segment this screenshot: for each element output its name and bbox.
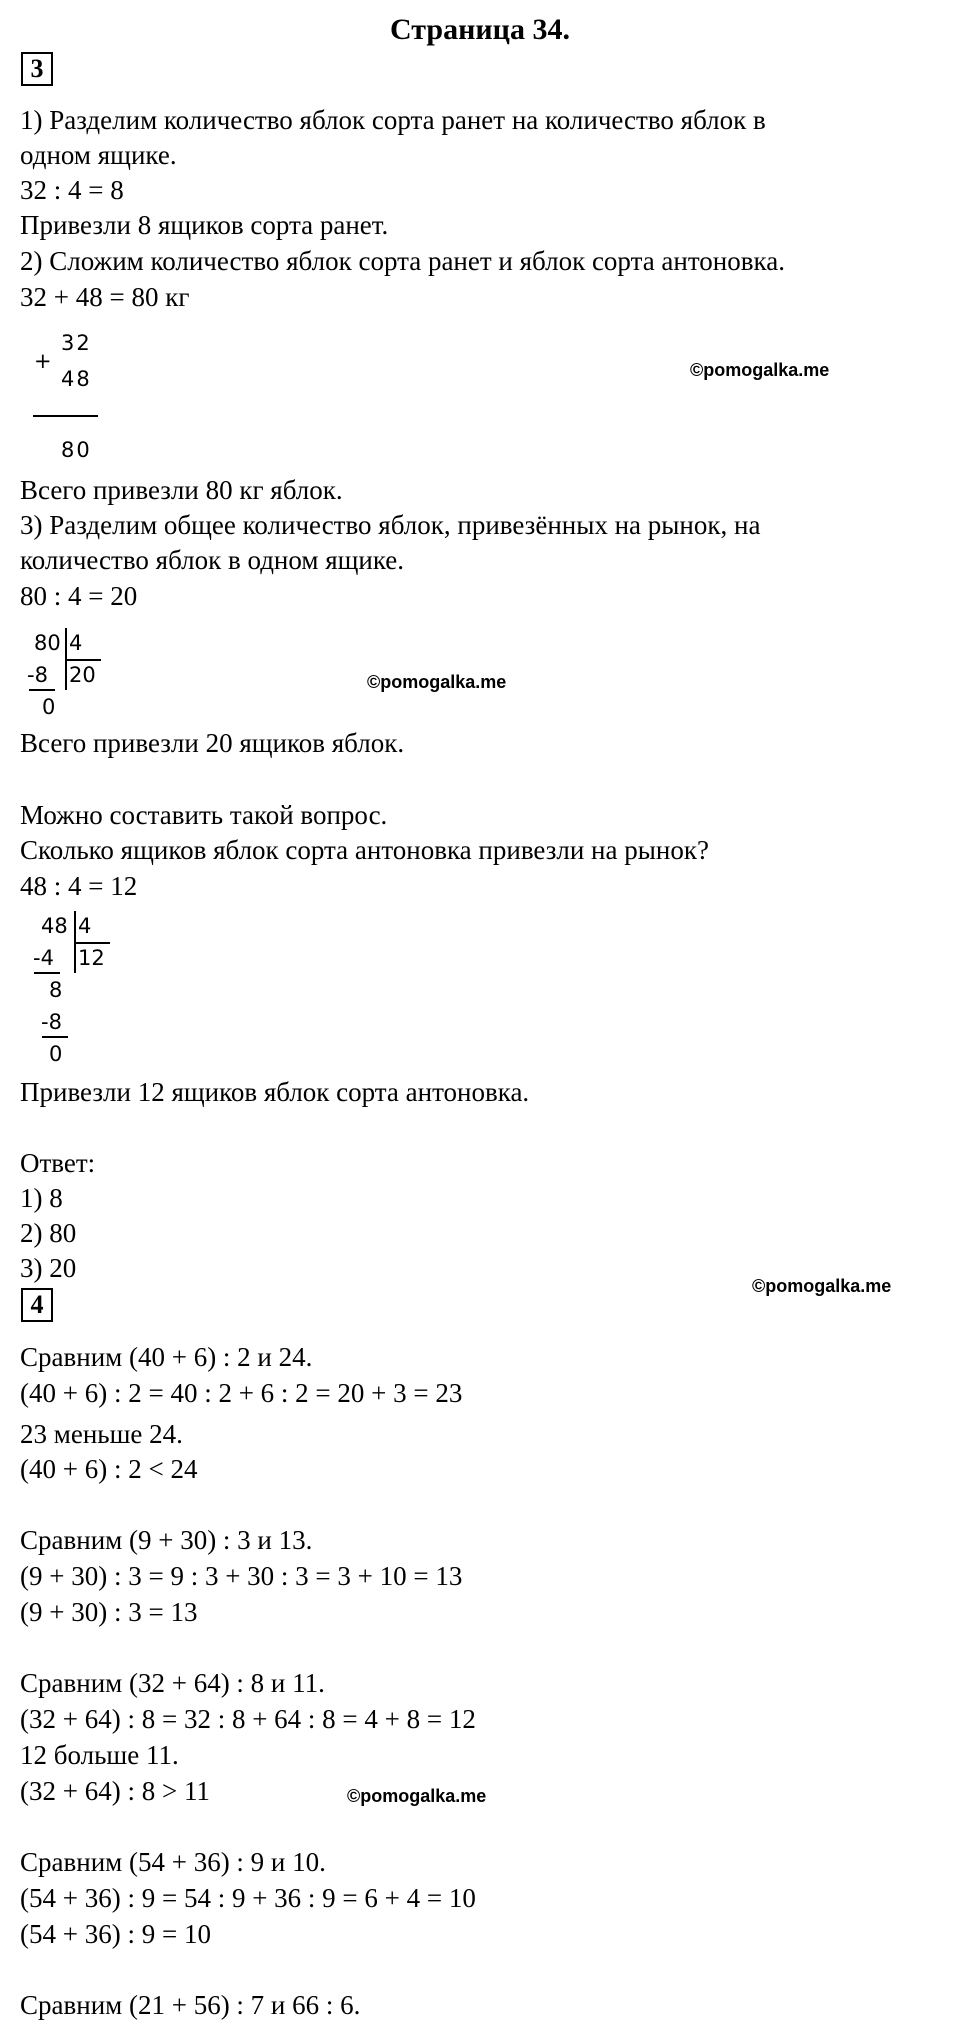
subtrahend: -8 (27, 663, 48, 687)
text-line: Сколько ящиков яблок сорта антоновка привезли на рынок? (20, 835, 709, 865)
subtrahend-1: -4 (33, 946, 54, 970)
subtract-line (29, 689, 55, 691)
text-line: Привезли 12 ящиков яблок сорта антоновка. (20, 1077, 530, 1107)
addend-a: 32 (61, 331, 92, 355)
watermark: ©pomogalka.me (752, 1276, 892, 1296)
text-line: (9 + 30) : 3 = 13 (20, 1597, 198, 1627)
text-line: 80 : 4 = 20 (20, 581, 138, 611)
text-line: (32 + 64) : 8 > 11 (20, 1776, 210, 1806)
text-line: одном ящике. (20, 140, 177, 170)
text-line: 12 больше 11. (20, 1740, 179, 1770)
task-number-4: 4 (21, 1288, 53, 1322)
remainder: 0 (42, 695, 56, 719)
subtract-line (34, 972, 60, 974)
text-line: 32 : 4 = 8 (20, 175, 124, 205)
text-line: (9 + 30) : 3 = 9 : 3 + 30 : 3 = 3 + 10 = 13 (20, 1561, 463, 1591)
plus-sign: + (34, 349, 52, 373)
text-line: Сравним (40 + 6) : 2 и 24. (20, 1342, 313, 1372)
subtrahend-2: -8 (41, 1010, 62, 1034)
text-line: Всего привезли 20 ящиков яблок. (20, 728, 405, 758)
divisor: 4 (69, 631, 83, 655)
watermark: ©pomogalka.me (347, 1786, 487, 1806)
text-line: 23 меньше 24. (20, 1419, 183, 1449)
quotient: 12 (78, 946, 105, 970)
text-line: 32 + 48 = 80 кг (20, 282, 190, 312)
addend-b: 48 (61, 367, 92, 391)
watermark: ©pomogalka.me (690, 360, 830, 380)
text-line: 3) Разделим общее количество яблок, привезённых на рынок, на (20, 510, 761, 540)
text-line: Сравним (21 + 56) : 7 и 66 : 6. (20, 1990, 361, 2020)
intermediate: 8 (49, 978, 63, 1002)
text-line: 48 : 4 = 12 (20, 871, 138, 901)
text-line: 1) Разделим количество яблок сорта ранет на количество яблок в (20, 105, 766, 135)
text-line: Сравним (54 + 36) : 9 и 10. (20, 1847, 326, 1877)
text-line: (32 + 64) : 8 = 32 : 8 + 64 : 8 = 4 + 8 = 12 (20, 1704, 476, 1734)
page-title: Страница 34. (390, 13, 570, 46)
quotient: 20 (69, 663, 96, 687)
text-line: Всего привезли 80 кг яблок. (20, 475, 343, 505)
answer-item: 3) 20 (20, 1253, 77, 1283)
text-line: Привезли 8 ящиков сорта ранет. (20, 210, 389, 240)
text-line: (40 + 6) : 2 = 40 : 2 + 6 : 2 = 20 + 3 = 23 (20, 1378, 463, 1408)
divisor: 4 (78, 914, 92, 938)
watermark: ©pomogalka.me (367, 672, 507, 692)
text-line: 2) Сложим количество яблок сорта ранет и яблок сорта антоновка. (20, 246, 785, 276)
dividend: 48 (41, 914, 68, 938)
remainder: 0 (49, 1042, 63, 1066)
division-horizontal-line (74, 942, 110, 944)
sum-result: 80 (61, 438, 92, 462)
dividend: 80 (34, 631, 61, 655)
answer-label: Ответ: (20, 1148, 96, 1178)
text-line: (54 + 36) : 9 = 54 : 9 + 36 : 9 = 6 + 4 = 10 (20, 1883, 476, 1913)
text-line: Можно составить такой вопрос. (20, 800, 388, 830)
task-number-3: 3 (21, 52, 53, 86)
subtract-line (42, 1036, 68, 1038)
text-line: (40 + 6) : 2 < 24 (20, 1454, 198, 1484)
answer-item: 1) 8 (20, 1183, 63, 1213)
answer-item: 2) 80 (20, 1218, 77, 1248)
division-horizontal-line (65, 659, 101, 661)
text-line: количество яблок в одном ящике. (20, 545, 405, 575)
text-line: Сравним (32 + 64) : 8 и 11. (20, 1668, 325, 1698)
sum-line (33, 415, 98, 417)
text-line: Сравним (9 + 30) : 3 и 13. (20, 1525, 313, 1555)
text-line: (54 + 36) : 9 = 10 (20, 1919, 211, 1949)
